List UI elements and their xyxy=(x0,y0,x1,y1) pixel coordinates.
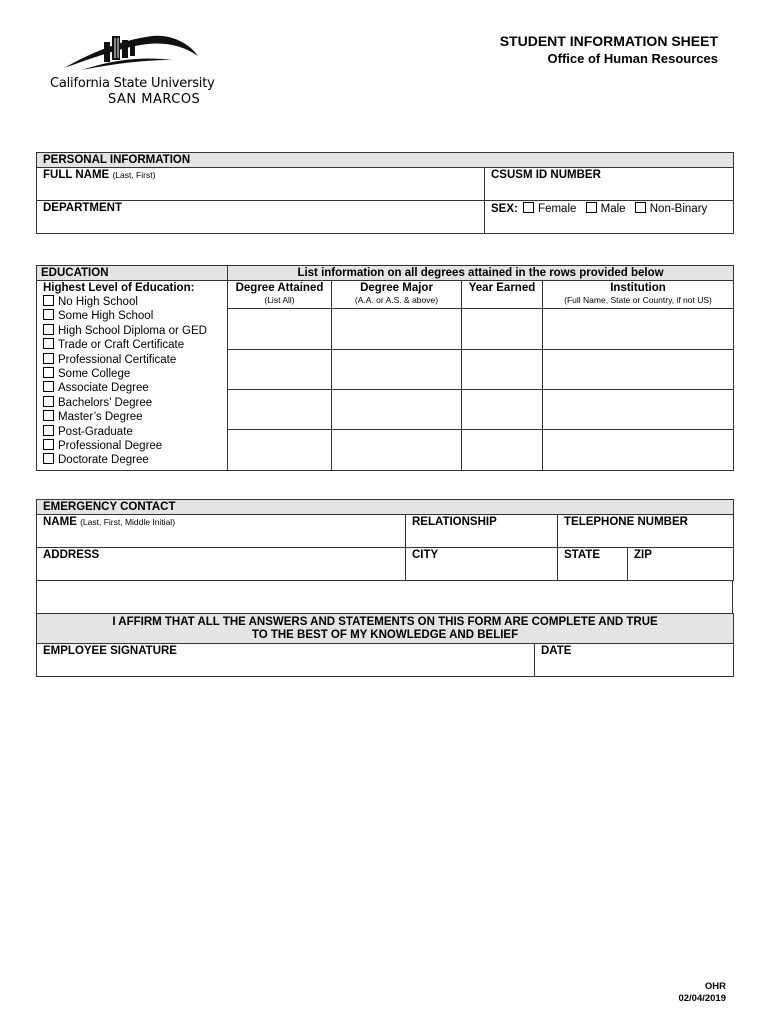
document-title-block xyxy=(500,33,718,66)
education-note: List information on all degrees attained in the rows provided below xyxy=(228,266,734,281)
document-title: STUDENT INFORMATION SHEET xyxy=(499,33,718,49)
emergency-contact-section xyxy=(36,499,734,581)
personal-section-header: PERSONAL INFORMATION xyxy=(37,153,734,168)
degree-major-header: Degree Major (A.A. or A.S. & above) xyxy=(332,281,462,309)
education-checkbox[interactable] xyxy=(43,324,54,335)
degree-major-cell[interactable] xyxy=(332,390,462,430)
employee-signature-field[interactable] xyxy=(37,644,535,677)
form-code: OHR xyxy=(704,981,726,992)
education-level-option[interactable]: No High School xyxy=(43,295,222,309)
date-label: DATE xyxy=(541,645,572,657)
relationship-label: RELATIONSHIP xyxy=(412,516,497,528)
form-revision-date: 02/04/2019 xyxy=(678,993,726,1004)
education-level-option[interactable]: Some College xyxy=(43,367,222,381)
degree-attained-cell[interactable] xyxy=(228,349,332,389)
affirmation-statement xyxy=(37,614,734,644)
personal-information-section xyxy=(36,152,734,234)
education-checkbox[interactable] xyxy=(43,338,54,349)
education-checkbox[interactable] xyxy=(43,381,54,392)
education-level-option[interactable]: High School Diploma or GED xyxy=(43,324,222,338)
sex-male-label: Male xyxy=(600,203,626,215)
sex-label: SEX: xyxy=(491,203,518,215)
education-level-option[interactable]: Doctorate Degree xyxy=(43,453,222,467)
department-label: DEPARTMENT xyxy=(43,202,123,214)
section-spacer xyxy=(36,580,733,613)
affirmation-line-1: I AFFIRM THAT ALL THE ANSWERS AND STATEMENTS ON THIS FORM ARE COMPLETE AND TRUE xyxy=(112,616,658,628)
institution-header: Institution (Full Name, State or Country, if not US) xyxy=(543,281,734,309)
address-field[interactable] xyxy=(37,548,406,581)
sex-female-checkbox[interactable] xyxy=(523,202,534,213)
education-section xyxy=(36,265,734,471)
campus-skyline-icon xyxy=(62,30,202,72)
document-subtitle: Office of Human Resources xyxy=(547,51,718,66)
degree-attained-header: Degree Attained (List All) xyxy=(228,281,332,309)
year-earned-cell[interactable] xyxy=(462,390,543,430)
address-label: ADDRESS xyxy=(43,549,100,561)
logo-university-name: California State University xyxy=(50,76,215,91)
sex-non-binary-label: Non-Binary xyxy=(649,203,708,215)
telephone-field[interactable] xyxy=(558,515,734,548)
institution-cell[interactable] xyxy=(543,430,734,470)
sex-non-binary-checkbox[interactable] xyxy=(635,202,646,213)
year-earned-header: Year Earned xyxy=(462,281,543,309)
city-field[interactable] xyxy=(406,548,558,581)
state-field[interactable] xyxy=(558,548,628,581)
institution-cell[interactable] xyxy=(543,309,734,349)
institution-cell[interactable] xyxy=(543,390,734,430)
city-label: CITY xyxy=(412,549,439,561)
year-earned-cell[interactable] xyxy=(462,430,543,470)
education-section-header: EDUCATION xyxy=(37,266,228,281)
education-level-option[interactable]: Trade or Craft Certificate xyxy=(43,338,222,352)
education-checkbox[interactable] xyxy=(43,439,54,450)
education-level-option[interactable]: Associate Degree xyxy=(43,381,222,395)
telephone-label: TELEPHONE NUMBER xyxy=(564,516,688,528)
education-level-list xyxy=(43,295,222,468)
department-field[interactable] xyxy=(37,201,485,234)
sex-female-label: Female xyxy=(538,203,577,215)
education-checkbox[interactable] xyxy=(43,425,54,436)
emergency-name-hint: (Last, First, Middle Initial) xyxy=(80,517,176,527)
degree-major-cell[interactable] xyxy=(332,309,462,349)
affirmation-section xyxy=(36,613,734,677)
logo-campus-name: SAN MARCOS xyxy=(108,92,201,107)
emergency-name-label: NAME xyxy=(43,516,77,528)
affirmation-line-2: TO THE BEST OF MY KNOWLEDGE AND BELIEF xyxy=(251,629,519,641)
degree-major-cell[interactable] xyxy=(332,430,462,470)
education-checkbox[interactable] xyxy=(43,353,54,364)
relationship-field[interactable] xyxy=(406,515,558,548)
degree-attained-cell[interactable] xyxy=(228,430,332,470)
highest-education-label: Highest Level of Education: xyxy=(43,282,195,294)
csusm-id-label: CSUSM ID NUMBER xyxy=(491,169,601,181)
education-checkbox[interactable] xyxy=(43,309,54,320)
full-name-hint: (Last, First) xyxy=(112,170,156,180)
degree-attained-cell[interactable] xyxy=(228,309,332,349)
education-level-option[interactable]: Bachelors’ Degree xyxy=(43,396,222,410)
zip-field[interactable] xyxy=(628,548,734,581)
degree-major-cell[interactable] xyxy=(332,349,462,389)
full-name-label: FULL NAME xyxy=(43,169,110,181)
sex-field xyxy=(485,201,734,234)
year-earned-cell[interactable] xyxy=(462,309,543,349)
sex-male-checkbox[interactable] xyxy=(586,202,597,213)
csusm-id-field[interactable] xyxy=(485,168,734,201)
education-checkbox[interactable] xyxy=(43,295,54,306)
employee-signature-label: EMPLOYEE SIGNATURE xyxy=(43,645,177,657)
education-level-option[interactable]: Professional Certificate xyxy=(43,353,222,367)
education-level-option[interactable]: Some High School xyxy=(43,309,222,323)
form-footer xyxy=(678,981,726,1005)
university-logo xyxy=(50,30,215,110)
institution-cell[interactable] xyxy=(543,349,734,389)
year-earned-cell[interactable] xyxy=(462,349,543,389)
emergency-section-header: EMERGENCY CONTACT xyxy=(37,500,734,515)
education-level-option[interactable]: Professional Degree xyxy=(43,439,222,453)
emergency-name-field[interactable] xyxy=(37,515,406,548)
date-field[interactable] xyxy=(535,644,734,677)
state-label: STATE xyxy=(564,549,600,561)
education-level-option[interactable]: Post-Graduate xyxy=(43,425,222,439)
zip-label: ZIP xyxy=(634,549,652,561)
education-level-option[interactable]: Master’s Degree xyxy=(43,410,222,424)
education-checkbox[interactable] xyxy=(43,410,54,421)
education-checkbox[interactable] xyxy=(43,367,54,378)
education-checkbox[interactable] xyxy=(43,396,54,407)
highest-education-options xyxy=(37,281,228,471)
education-checkbox[interactable] xyxy=(43,453,54,464)
degree-attained-cell[interactable] xyxy=(228,390,332,430)
full-name-field[interactable] xyxy=(37,168,485,201)
